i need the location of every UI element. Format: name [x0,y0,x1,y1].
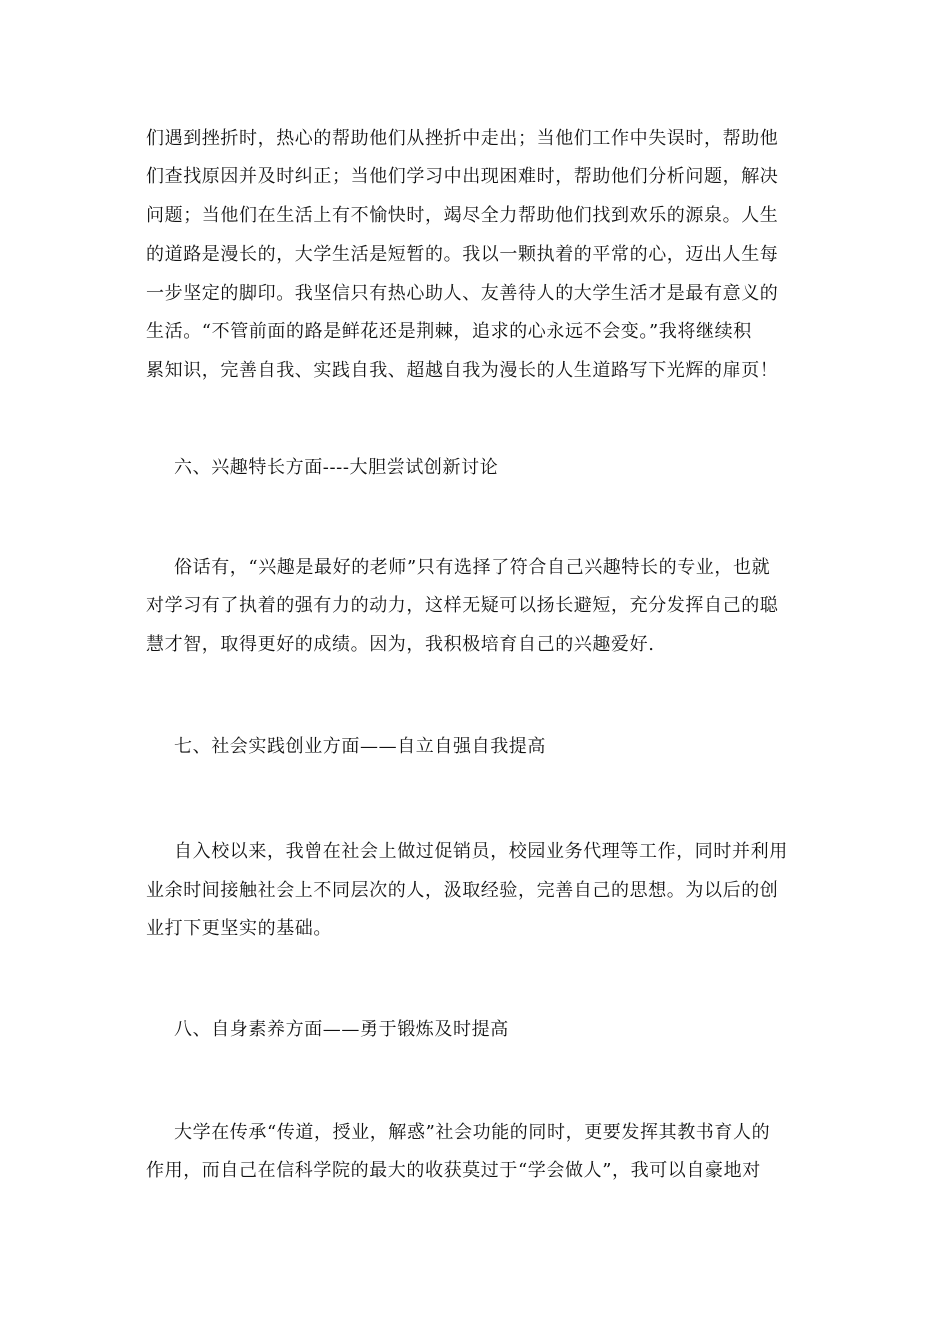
paragraph-line: 业打下更坚实的基础。 [146,918,332,939]
paragraph-line: 对学习有了执着的强有力的动力，这样无疑可以扬长避短，充分发挥自己的聪 [146,595,779,616]
paragraph-line: 业余时间接触社会上不同层次的人，汲取经验，完善自己的思想。为以后的创 [146,880,779,901]
paragraph-line: 生活。“不管前面的路是鲜花还是荆棘，追求的心永远不会变。”我将继续积 [146,321,752,342]
paragraph-line: 慧才智，取得更好的成绩。因为，我积极培育自己的兴趣爱好. [146,634,655,655]
paragraph-line: 们查找原因并及时纠正；当他们学习中出现困难时，帮助他们分析问题，解决 [146,166,779,187]
paragraph-line: 作用，而自己在信科学院的最大的收获莫过于“学会做人”，我可以自豪地对 [146,1160,761,1181]
paragraph-line: 一步坚定的脚印。我坚信只有热心助人、友善待人的大学生活才是最有意义的 [146,283,779,304]
section-heading: 六、兴趣特长方面----大胆尝试创新讨论 [174,457,499,478]
paragraph-line: 的道路是漫长的，大学生活是短暂的。我以一颗执着的平常的心，迈出人生每 [146,244,779,265]
section-heading: 八、自身素养方面——勇于锻炼及时提高 [174,1019,509,1040]
paragraph-line: 们遇到挫折时，热心的帮助他们从挫折中走出；当他们工作中失误时，帮助他 [146,128,779,149]
section-heading: 七、社会实践创业方面——自立自强自我提高 [174,736,546,757]
paragraph-line: 累知识，完善自我、实践自我、超越自我为漫长的人生道路写下光辉的扉页！ [146,360,779,381]
paragraph-line: 俗话有，“兴趣是最好的老师”只有选择了符合自己兴趣特长的专业，也就 [174,557,771,578]
paragraph-line: 问题；当他们在生活上有不愉快时，竭尽全力帮助他们找到欢乐的源泉。人生 [146,205,779,226]
paragraph-line: 大学在传承“传道，授业，解惑”社会功能的同时，更要发挥其教书育人的 [174,1122,771,1143]
paragraph-line: 自入校以来，我曾在社会上做过促销员，校园业务代理等工作，同时并利用 [174,841,788,862]
